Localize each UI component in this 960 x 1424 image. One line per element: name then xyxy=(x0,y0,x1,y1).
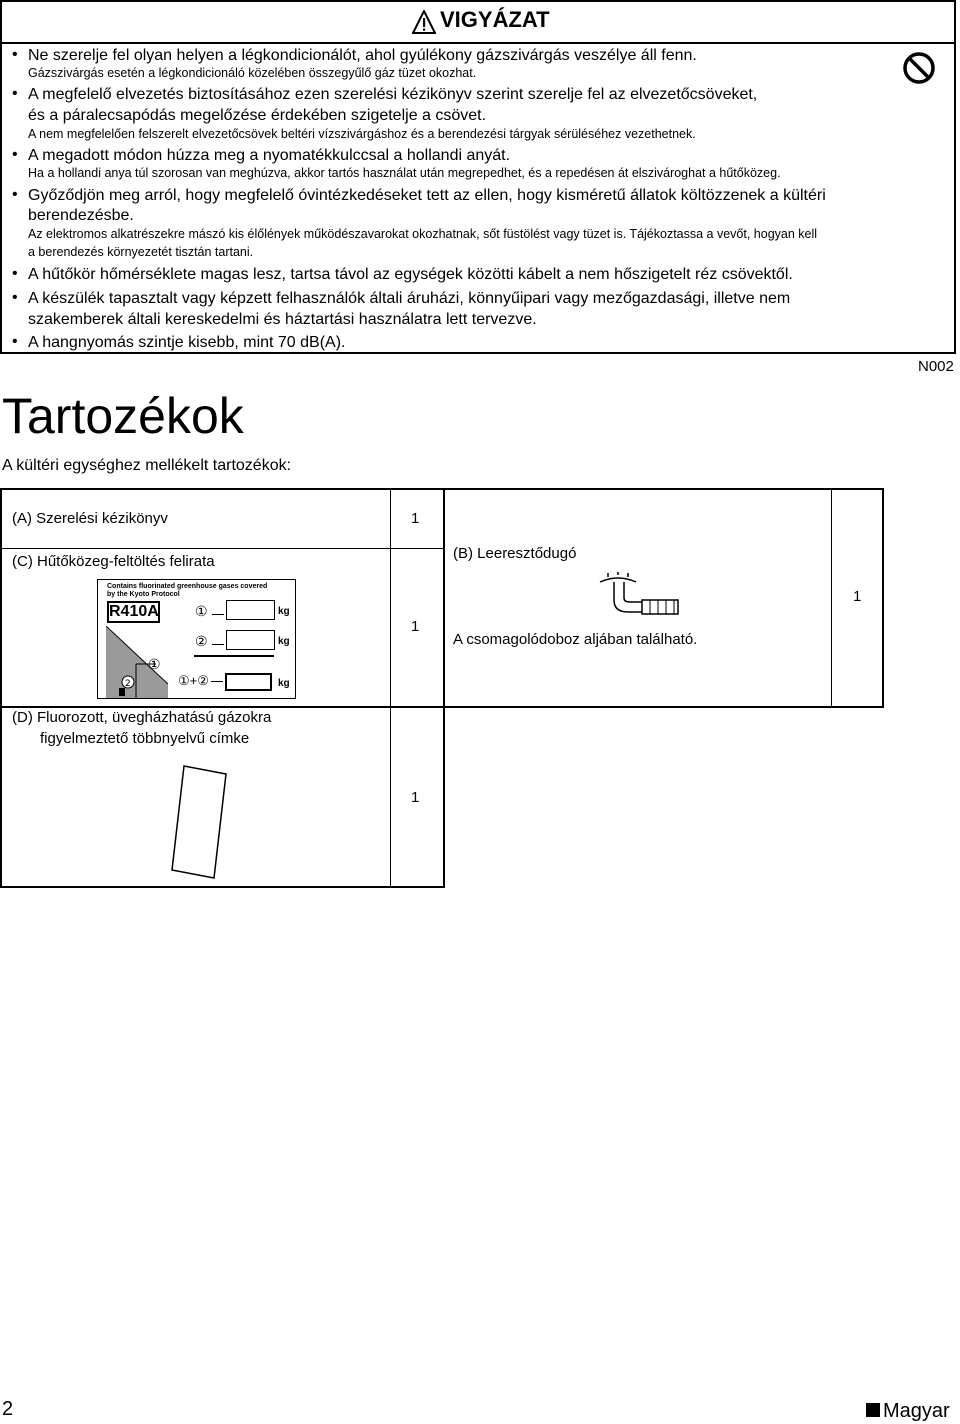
warning-item-main-cont: berendezésbe. xyxy=(28,207,134,224)
section-subtitle: A kültéri egységhez mellékelt tartozékok: xyxy=(2,457,292,474)
label-header-1: Contains fluorinated greenhouse gases covered xyxy=(107,583,268,590)
warning-item-detail-cont: a berendezés környezetét tisztán tartani. xyxy=(28,245,254,259)
table-divider xyxy=(831,488,832,708)
page-number: 2 xyxy=(2,1398,14,1420)
warning-item-main: A hűtőkör hőmérséklete magas lesz, tartsa távol az egységek közötti kábelt a nem hőszigetelt réz csövektől. xyxy=(28,266,793,283)
table-border xyxy=(0,886,444,888)
label-header-2: by the Kyoto Protocol xyxy=(107,591,180,598)
charge-box-1 xyxy=(226,600,275,620)
bullet: • xyxy=(12,333,18,350)
accessory-d-label: (D) Fluorozott, üvegházhatású gázokra xyxy=(12,709,272,726)
multilingual-label-icon xyxy=(170,764,228,880)
section-title: Tartozékok xyxy=(2,388,244,444)
accessory-c-qty: 1 xyxy=(411,618,420,635)
table-border xyxy=(882,488,884,708)
warning-item-main: A készülék tapasztalt vagy képzett felhasználók általi áruházi, könnyűipari vagy mezőgazdasági, illetve nem xyxy=(28,290,791,307)
language-label: Magyar xyxy=(883,1400,950,1422)
charge-box-total xyxy=(225,673,272,691)
accessory-a-label: (A) Szerelési kézikönyv xyxy=(12,510,168,527)
warning-item-main: A hangnyomás szintje kisebb, mint 70 dB(A). xyxy=(28,334,346,351)
svg-text:2: 2 xyxy=(125,679,131,689)
accessory-b-label: (B) Leeresztődugó xyxy=(453,545,577,562)
warning-item-main-cont: szakemberek általi kereskedelmi és háztartási használatra lett tervezve. xyxy=(28,311,537,328)
document-code: N002 xyxy=(918,358,954,375)
bullet: • xyxy=(12,146,18,163)
accessory-b-qty: 1 xyxy=(853,588,862,605)
table-divider xyxy=(0,548,444,549)
charge-box-2 xyxy=(226,630,275,650)
accessory-b-note: A csomagolódoboz aljában található. xyxy=(453,631,698,648)
table-border xyxy=(0,488,884,490)
charge-mark-2: ② xyxy=(195,633,208,649)
accessory-a-qty: 1 xyxy=(411,510,420,527)
warning-item-main: A megfelelő elvezetés biztosításához ezen szerelési kézikönyv szerint szerelje fel az elvezetőcsöveket, xyxy=(28,86,758,103)
cylinder-mark-1: ① xyxy=(148,656,161,672)
accessory-c-label: (C) Hűtőközeg-feltöltés felirata xyxy=(12,553,215,570)
warning-item-detail: Az elektromos alkatrészekre mászó kis élőlények működészavarokat okozhatnak, sőt füstölést vagy tüzet is. Tájékoztassa a vevőt, hogyan kell xyxy=(28,227,818,241)
refrigerant-label-image xyxy=(97,579,296,699)
bullet: • xyxy=(12,265,18,282)
prohibition-icon xyxy=(902,51,936,85)
warning-item-detail: A nem megfelelően felszerelt elvezetőcsövek beltéri vízszivárgáshoz és a berendezési tárgyak sérüléséhez vezethetnek. xyxy=(28,127,696,141)
bullet: • xyxy=(12,186,18,203)
warning-item-main: Győződjön meg arról, hogy megfelelő óvintézkedéseket tett az ellen, hogy kisméretű állatok költözzenek a kültéri xyxy=(28,187,826,204)
warning-header-divider xyxy=(0,42,956,44)
unit-1: kg xyxy=(278,606,290,617)
bullet: • xyxy=(12,85,18,102)
accessory-d-label-cont: figyelmeztető többnyelvű címke xyxy=(40,730,250,747)
language-marker-icon xyxy=(866,1403,880,1417)
warning-item-main-cont: és a páralecsapódás megelőzése érdekében szigetelje a csövet. xyxy=(28,107,487,124)
warning-item-main: Ne szerelje fel olyan helyen a légkondicionálót, ahol gyúlékony gázszivárgás veszélye áll fenn. xyxy=(28,47,697,64)
warning-item-main: A megadott módon húzza meg a nyomatékkulccsal a hollandi anyát. xyxy=(28,147,511,164)
unit-2: kg xyxy=(278,636,290,647)
bullet: • xyxy=(12,46,18,63)
unit-total: kg xyxy=(278,678,290,689)
bullet: • xyxy=(12,289,18,306)
accessory-d-qty: 1 xyxy=(411,789,420,806)
refrigerant-name: R410A xyxy=(109,603,159,620)
charge-mark-sum: ①+② xyxy=(178,673,209,688)
drain-plug-icon xyxy=(596,572,684,626)
warning-item-detail: Gázszivárgás esetén a légkondicionáló közelében összegyűlő gáz tüzet okozhat. xyxy=(28,66,477,80)
charge-mark-1: ① xyxy=(195,603,208,619)
warning-title: VIGYÁZAT xyxy=(440,7,550,32)
warning-triangle-icon xyxy=(412,10,436,34)
warning-item-detail: Ha a hollandi anya túl szorosan van meghúzva, akkor tartós használat után megrepedhet, és a repedésen át elszivároghat a hűtőközeg. xyxy=(28,166,781,180)
